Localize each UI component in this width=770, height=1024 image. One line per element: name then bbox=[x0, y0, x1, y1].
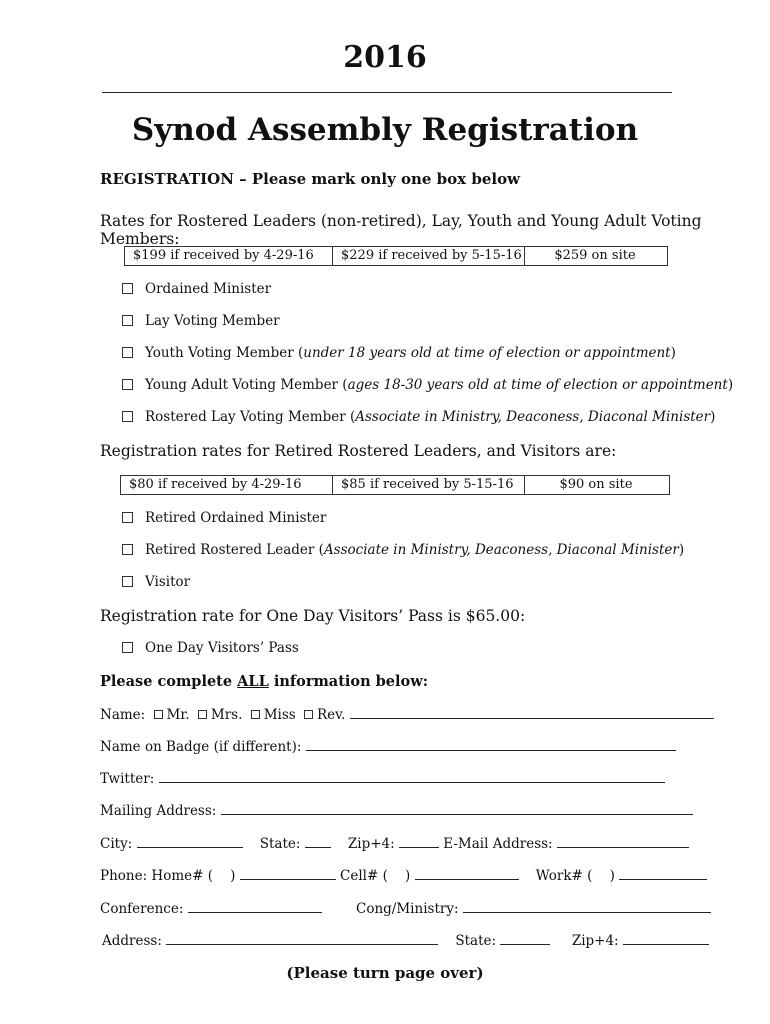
year: 2016 bbox=[343, 40, 427, 75]
home-phone-input[interactable] bbox=[240, 866, 336, 880]
rev-checkbox[interactable] bbox=[304, 710, 313, 719]
rate-cell: $80 if received by 4-29-16 bbox=[121, 476, 333, 494]
option-label: Visitor bbox=[145, 574, 191, 590]
checkbox[interactable] bbox=[122, 347, 133, 358]
mr-checkbox[interactable] bbox=[154, 710, 163, 719]
checkbox[interactable] bbox=[122, 642, 133, 653]
state2-label: State: bbox=[455, 933, 497, 949]
rate-table-1 bbox=[124, 246, 668, 266]
name-row bbox=[100, 705, 714, 723]
option-note: Associate in Ministry, Deaconess, Diaconal Minister bbox=[355, 409, 711, 425]
option-label: Ordained Minister bbox=[145, 281, 272, 297]
address-input[interactable] bbox=[166, 931, 438, 945]
checkbox[interactable] bbox=[122, 283, 133, 294]
footer-note: (Please turn page over) bbox=[286, 964, 484, 982]
twitter-label: Twitter: bbox=[100, 771, 155, 787]
close-paren: ) bbox=[230, 868, 236, 884]
rate-cell: $85 if received by 5-15-16 bbox=[333, 476, 525, 494]
option-young-adult-voting-member[interactable] bbox=[122, 377, 733, 393]
section1-intro: Rates for Rostered Leaders (non-retired), Lay, Youth and Young Adult Voting Members: bbox=[100, 212, 702, 248]
option-ordained-minister[interactable] bbox=[122, 281, 271, 297]
close-paren: ) bbox=[727, 377, 734, 393]
cell-label: Cell# ( bbox=[340, 868, 388, 884]
state-label: State: bbox=[259, 836, 301, 852]
info-heading bbox=[100, 673, 428, 690]
conference-input[interactable] bbox=[188, 899, 322, 913]
option-retired-rostered-leader[interactable] bbox=[122, 542, 684, 558]
info-heading-post: information below: bbox=[268, 673, 429, 690]
mrs-label: Mrs. bbox=[210, 707, 243, 723]
state2-input[interactable] bbox=[500, 931, 550, 945]
option-note: under 18 years old at time of election or appointment bbox=[303, 345, 671, 361]
mailing-address-input[interactable] bbox=[221, 801, 693, 815]
mrs-checkbox[interactable] bbox=[198, 710, 207, 719]
phone-home-label: Phone: Home# ( bbox=[100, 868, 213, 884]
close-paren: ) bbox=[678, 542, 685, 558]
phone-row bbox=[100, 866, 707, 884]
mailing-row bbox=[100, 801, 693, 819]
mailing-address-label: Mailing Address: bbox=[100, 803, 217, 819]
info-heading-all: ALL bbox=[237, 673, 269, 690]
title-rule bbox=[102, 92, 672, 93]
badge-row bbox=[100, 737, 676, 755]
page-title: Synod Assembly Registration bbox=[131, 112, 639, 148]
email-input[interactable] bbox=[557, 834, 689, 848]
rate-cell: $199 if received by 4-29-16 bbox=[125, 247, 333, 265]
option-label: Lay Voting Member bbox=[145, 313, 280, 329]
section2-intro: Registration rates for Retired Rostered Leaders, and Visitors are: bbox=[100, 442, 617, 460]
option-lay-voting-member[interactable] bbox=[122, 313, 280, 329]
option-label: One Day Visitors’ Pass bbox=[145, 640, 299, 656]
close-paren: ) bbox=[710, 409, 716, 425]
zip2-input[interactable] bbox=[623, 931, 709, 945]
option-label: Retired Rostered Leader ( bbox=[145, 542, 324, 558]
option-label: Young Adult Voting Member ( bbox=[145, 377, 348, 393]
conference-row bbox=[100, 899, 711, 917]
twitter-input[interactable] bbox=[159, 769, 665, 783]
miss-checkbox[interactable] bbox=[251, 710, 260, 719]
checkbox[interactable] bbox=[122, 544, 133, 555]
zip-input[interactable] bbox=[399, 834, 439, 848]
option-label: Rostered Lay Voting Member ( bbox=[145, 409, 356, 425]
rate-table-2 bbox=[120, 475, 670, 495]
option-note: Associate in Ministry, Deaconess, Diaconal Minister bbox=[323, 542, 679, 558]
mr-label: Mr. bbox=[166, 707, 190, 723]
twitter-row bbox=[100, 769, 665, 787]
option-retired-ordained-minister[interactable] bbox=[122, 510, 326, 526]
city-row bbox=[100, 834, 689, 852]
close-paren: ) bbox=[405, 868, 411, 884]
rate-cell: $90 on site bbox=[559, 477, 633, 492]
badge-name-input[interactable] bbox=[306, 737, 676, 751]
checkbox[interactable] bbox=[122, 379, 133, 390]
checkbox[interactable] bbox=[122, 512, 133, 523]
section3-intro: Registration rate for One Day Visitors’ Pass is $65.00: bbox=[100, 607, 526, 625]
registration-heading: REGISTRATION – Please mark only one box below bbox=[100, 170, 520, 188]
option-note: ages 18-30 years old at time of election or appointment bbox=[347, 377, 728, 393]
state-input[interactable] bbox=[305, 834, 331, 848]
address-row bbox=[102, 931, 709, 949]
zip2-label: Zip+4: bbox=[571, 933, 619, 949]
zip-label: Zip+4: bbox=[347, 836, 395, 852]
city-label: City: bbox=[100, 836, 133, 852]
checkbox[interactable] bbox=[122, 411, 133, 422]
name-input[interactable] bbox=[350, 705, 714, 719]
work-phone-input[interactable] bbox=[619, 866, 707, 880]
close-paren: ) bbox=[670, 345, 676, 361]
cell-phone-input[interactable] bbox=[415, 866, 519, 880]
rate-cell: $229 if received by 5-15-16 bbox=[333, 247, 525, 265]
badge-label: Name on Badge (if different): bbox=[100, 739, 302, 755]
option-one-day-visitors-pass[interactable] bbox=[122, 640, 299, 656]
email-label: E-Mail Address: bbox=[443, 836, 553, 852]
cong-ministry-input[interactable] bbox=[463, 899, 711, 913]
option-youth-voting-member[interactable] bbox=[122, 345, 676, 361]
checkbox[interactable] bbox=[122, 576, 133, 587]
cong-ministry-label: Cong/Ministry: bbox=[356, 901, 459, 917]
city-input[interactable] bbox=[137, 834, 243, 848]
option-rostered-lay-voting-member[interactable] bbox=[122, 409, 715, 425]
address-label: Address: bbox=[102, 933, 162, 949]
miss-label: Miss bbox=[263, 707, 296, 723]
rev-label: Rev. bbox=[316, 707, 346, 723]
conference-label: Conference: bbox=[100, 901, 184, 917]
info-heading-pre: Please complete bbox=[100, 673, 238, 690]
option-label: Retired Ordained Minister bbox=[145, 510, 327, 526]
rate-cell: $259 on site bbox=[554, 248, 636, 263]
name-label: Name: bbox=[100, 707, 146, 723]
option-visitor[interactable] bbox=[122, 574, 190, 590]
option-label: Youth Voting Member ( bbox=[145, 345, 304, 361]
checkbox[interactable] bbox=[122, 315, 133, 326]
work-label: Work# ( bbox=[535, 868, 593, 884]
close-paren: ) bbox=[609, 868, 615, 884]
